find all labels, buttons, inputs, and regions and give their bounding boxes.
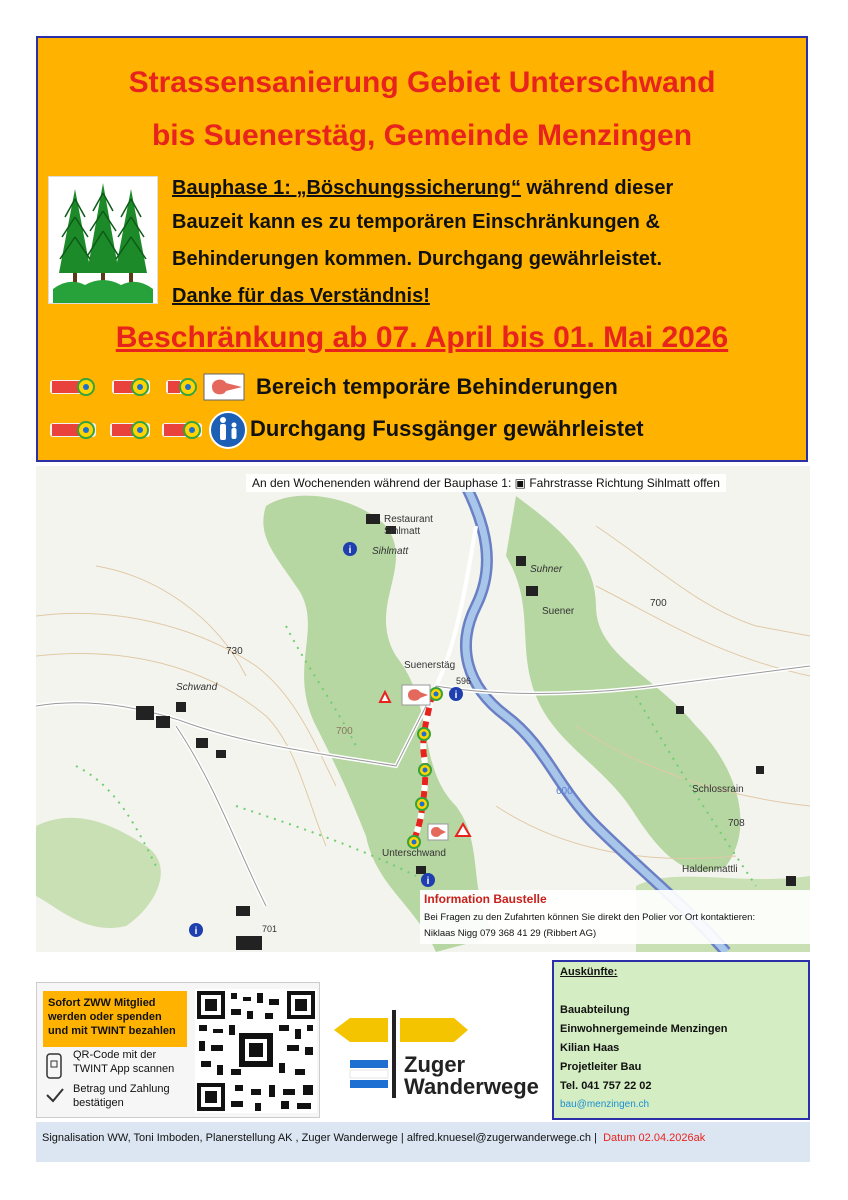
map-label-haldenmattli: Haldenmattli bbox=[682, 864, 738, 875]
phone-scan-icon bbox=[45, 1053, 63, 1079]
map-label-h730: 730 bbox=[226, 646, 243, 657]
weekend-note bbox=[246, 474, 726, 492]
map-label-sihlmatt: Sihlmatt bbox=[372, 546, 409, 557]
map-label-restaurant: Restaurant bbox=[384, 514, 433, 525]
footer-credits: Signalisation WW, Toni Imboden, Planerstellung AK , Zuger Wanderwege | alfred.knuesel@zugerwanderwege.ch | bbox=[42, 1132, 597, 1144]
contact-line4: Projetleiter Bau bbox=[560, 1061, 642, 1073]
step1-line1: QR-Code mit der bbox=[73, 1049, 157, 1061]
site-info-line2: Niklaas Nigg 079 368 41 29 (Ribbert AG) bbox=[424, 928, 597, 939]
contact-box bbox=[552, 960, 810, 1120]
svg-text:i: i bbox=[194, 926, 198, 937]
map-label-unterschwand: Unterschwand bbox=[382, 848, 446, 859]
restriction-period: Beschränkung ab 07. April bis 01. Mai 2026 bbox=[115, 321, 729, 354]
contact-line1: Bauabteilung bbox=[560, 1004, 630, 1016]
step1-line2: TWINT App scannen bbox=[73, 1063, 175, 1075]
legend-pedestrian-text: Durchgang Fussgänger gewährleistet bbox=[250, 416, 644, 441]
map-label-schwand: Schwand bbox=[176, 682, 218, 693]
map-label-suenerstaeg: Suenerstäg bbox=[404, 660, 456, 671]
car-icon: ▣ bbox=[514, 476, 526, 490]
svg-text:i: i bbox=[348, 545, 352, 556]
weekend-note-end: Fahrstrasse Richtung Sihlmatt offen bbox=[529, 476, 720, 490]
twint-promo-banner bbox=[43, 991, 187, 1047]
map-label-restaurant-name: Sihlmatt bbox=[384, 526, 421, 537]
contact-heading: Auskünfte: bbox=[560, 966, 618, 978]
contact-line3: Kilian Haas bbox=[560, 1042, 620, 1054]
notice-title-line2: bis Suenerstäg, Gemeinde Menzingen bbox=[151, 119, 693, 152]
site-map bbox=[36, 466, 810, 952]
step2-line1: Betrag und Zahlung bbox=[73, 1083, 170, 1095]
body-line-2: Bauzeit kann es zu temporären Einschränkungen & bbox=[172, 211, 660, 233]
contact-phone[interactable]: Tel. 041 757 22 02 bbox=[560, 1080, 652, 1092]
legend-obstruction-text: Bereich temporäre Behinderungen bbox=[256, 374, 618, 399]
notice-box bbox=[36, 36, 808, 462]
thanks-line: Danke für das Verständnis! bbox=[172, 285, 430, 307]
site-info-title: Information Baustelle bbox=[424, 892, 547, 906]
map-label-suhner: Suhner bbox=[530, 564, 563, 575]
promo-line1: Sofort ZWW Mitglied bbox=[48, 997, 156, 1009]
site-info-line1: Bei Fragen zu den Zufahrten können Sie direkt den Polier vor Ort kontaktieren: bbox=[424, 912, 756, 923]
twint-promo bbox=[36, 982, 320, 1118]
map-label-h600: 600 bbox=[556, 786, 573, 797]
phase-rest: während dieser bbox=[520, 177, 674, 199]
map-background bbox=[36, 466, 810, 952]
map-label-suener: Suener bbox=[542, 606, 575, 617]
notice-title-line1: Strassensanierung Gebiet Unterschwand bbox=[128, 66, 716, 99]
map-label-h700b: 700 bbox=[336, 726, 353, 737]
map-label-h700: 700 bbox=[650, 598, 667, 609]
svg-text:i: i bbox=[454, 690, 458, 701]
menzingen-crest-icon bbox=[48, 176, 158, 304]
map-label-schlossrain: Schlossrain bbox=[692, 784, 744, 795]
contact-line2: Einwohnergemeinde Menzingen bbox=[560, 1023, 728, 1035]
step2-line2: bestätigen bbox=[73, 1097, 124, 1109]
svg-text:i: i bbox=[426, 876, 430, 887]
map-label-h708: 708 bbox=[728, 818, 745, 829]
logo-line2: Wanderwege bbox=[404, 1074, 539, 1099]
checkmark-icon bbox=[45, 1087, 65, 1103]
footer-bar bbox=[36, 1122, 810, 1162]
weekend-note-start: An den Wochenenden während der Bauphase 1: bbox=[252, 476, 512, 490]
obstruction-marker-icon bbox=[48, 372, 248, 402]
zuger-wanderwege-logo bbox=[328, 1010, 539, 1110]
contact-email-link[interactable]: bau@menzingen.ch bbox=[560, 1099, 650, 1110]
phase-label: Bauphase 1: „Böschungssicherung“ bbox=[172, 177, 521, 199]
footer-date: Datum 02.04.2026ak bbox=[603, 1132, 706, 1144]
footer-text bbox=[42, 1132, 705, 1144]
promo-line3: und mit TWINT bezahlen bbox=[48, 1025, 176, 1037]
pedestrian-sign-icon bbox=[48, 410, 248, 450]
site-info-box bbox=[420, 890, 810, 944]
logo-line1: Zuger bbox=[404, 1052, 466, 1077]
map-label-h701: 701 bbox=[262, 924, 278, 934]
twint-qr-code-icon[interactable] bbox=[195, 989, 317, 1113]
map-label-h596: 596 bbox=[456, 676, 472, 686]
body-line-3: Behinderungen kommen. Durchgang gewährleistet. bbox=[172, 248, 663, 270]
phase-line bbox=[172, 176, 673, 200]
promo-line2: werden oder spenden bbox=[48, 1011, 162, 1023]
